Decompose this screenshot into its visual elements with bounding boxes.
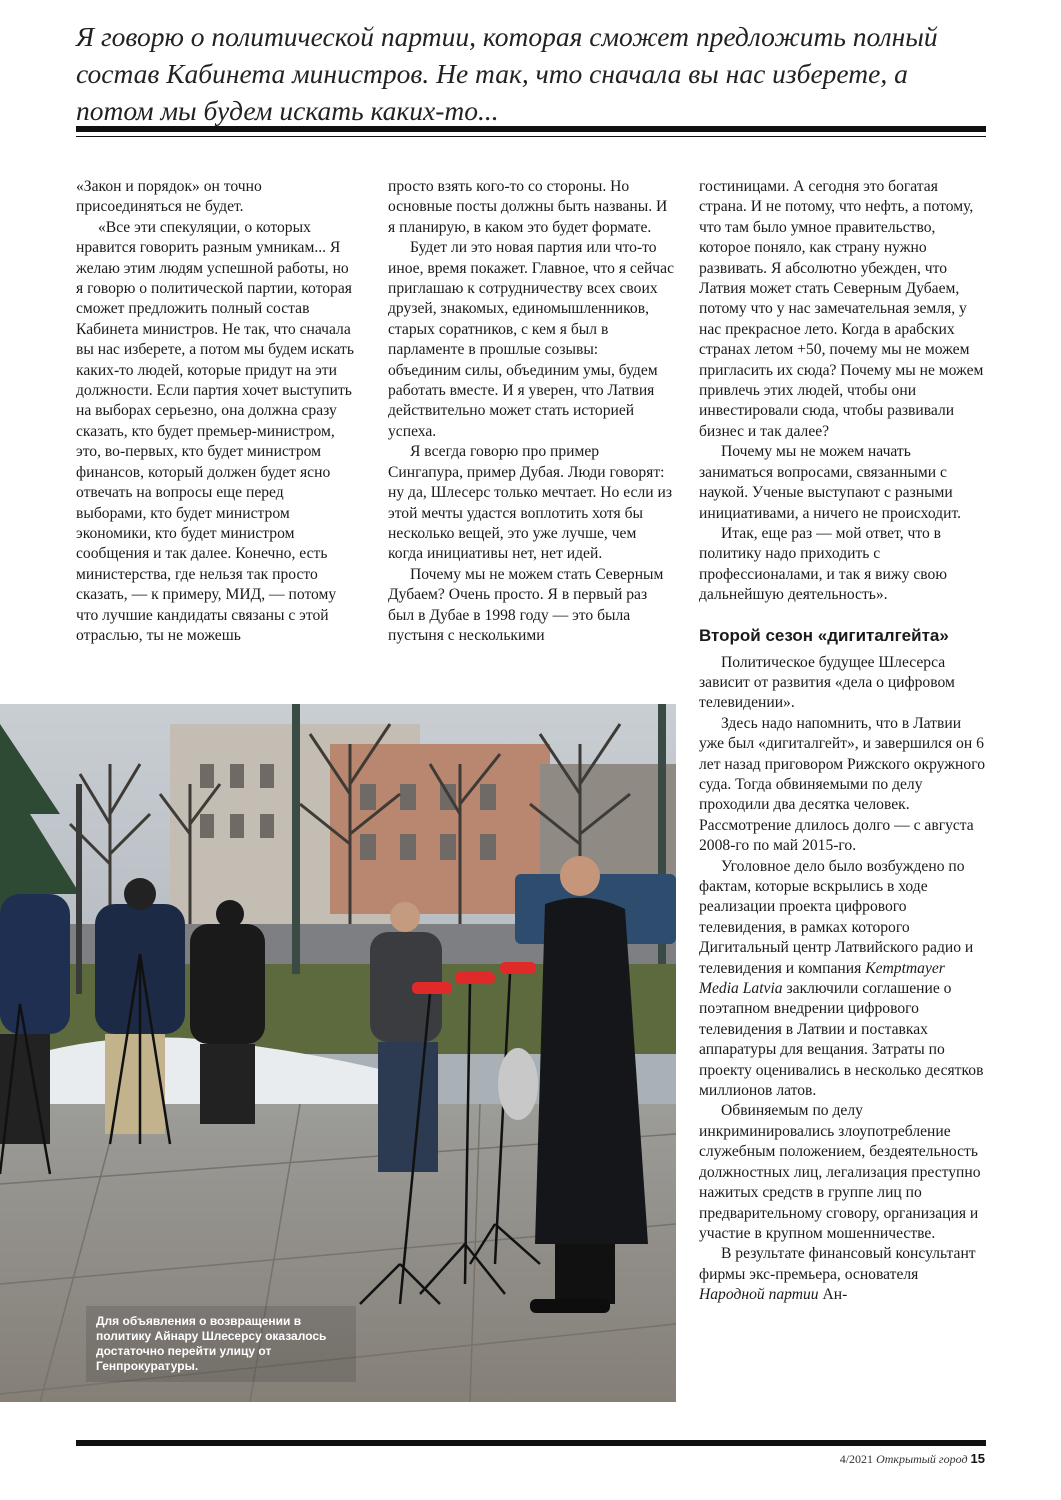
page-footer bbox=[840, 1451, 985, 1467]
text-run: В результате финансовый консультант фирмы экс-премьера, основателя bbox=[699, 1245, 976, 1283]
paragraph: Почему мы не можем начать заниматься вопросами, связанными с наукой. Ученые выступают с разными инициативами, а ничего не происходит. bbox=[699, 443, 962, 522]
article-column-2 bbox=[388, 177, 674, 646]
paragraph: Обвиняемым по делу инкриминировались злоупотребление служебным положением, бездеятельность должностных лиц, легализация преступно нажитых средств в группе лиц по предварительному сговору, организация и участие в крупном мошенничестве. bbox=[699, 1102, 981, 1242]
paragraph: Будет ли это новая партия или что-то иное, время покажет. Главное, что я сейчас приглашаю к сотрудничеству всех своих друзей, знакомых, единомышленников, старых соратников, с кем я был в парламенте в прошлые созывы: объединим силы, объединим умы, будем работать вместе. И я уверен, что Латвия действительно может стать историей успеха. bbox=[388, 239, 674, 440]
paragraph: Итак, еще раз — мой ответ, что в политику надо приходить с профессионалами, и так я вижу свою дальнейшую деятельность». bbox=[699, 524, 947, 604]
top-rule-thin bbox=[76, 136, 986, 137]
page-number: 15 bbox=[970, 1451, 985, 1466]
paragraph: Я всегда говорю про пример Сингапура, пример Дубая. Люди говорят: ну да, Шлесерс только мечтает. Но если из этой мечты удастся воплотить хотя бы несколько вещей, это уже лучше, чем когда инициативы нет, нет идей. bbox=[388, 443, 672, 563]
issue-number: 4/2021 bbox=[839, 1452, 874, 1466]
reporter bbox=[370, 902, 442, 1172]
lamp-post bbox=[76, 784, 82, 994]
photo-illustration bbox=[0, 704, 676, 1402]
paragraph bbox=[699, 1244, 985, 1305]
press-conference-photo bbox=[0, 704, 676, 1402]
magazine-title: Открытый город bbox=[876, 1452, 968, 1466]
top-rule bbox=[76, 126, 986, 132]
text-run: Ан- bbox=[818, 1286, 848, 1304]
paragraph: Почему мы не можем стать Северным Дубаем? Очень просто. Я в первый раз был в Дубае в 1998 году — это была пустыня с несколькими bbox=[388, 565, 664, 644]
photo-caption: Для объявления о возвращении в политику Айнару Шлесерсу оказалось достаточно перейти улицу от Генпрокуратуры. bbox=[96, 1314, 327, 1373]
text-run: Уголовное дело было возбуждено по фактам, которые вскрылись в ходе реализации проекта цифрового телевидения, в рамках которого Дигитальный центр Латвийского радио и телевидения и компания bbox=[699, 857, 974, 977]
article-column-1 bbox=[76, 177, 356, 646]
company-name: Kemptmayer Media Latvia bbox=[699, 959, 945, 998]
paragraph: Политическое будущее Шлесерса зависит от развития «дела о цифровом телевидении». bbox=[699, 653, 955, 712]
party-name: Народной партии bbox=[699, 1286, 819, 1304]
camera-operators bbox=[0, 878, 265, 1144]
paragraph bbox=[699, 857, 985, 1102]
section-subheading: Второй сезон «дигиталгейта» bbox=[699, 625, 949, 645]
bottom-rule bbox=[76, 1440, 986, 1446]
paragraph: Здесь надо напомнить, что в Латвии уже был «дигиталгейт», и завершился он 6 лет назад приговором Рижского окружного суда. Тогда обвиняемыми по делу проходили два десятка человек. Рассмотрение длилось долго — с августа 2008-го по май 2015-го. bbox=[699, 714, 985, 855]
paragraph: «Все эти спекуляции, о которых нравится говорить разным умникам... Я желаю этим людям успешной работы, но я говорю о политической партии, которая сможет предложить полный состав Кабинета министров. Не так, что сначала вы нас изберете, а потом мы будем искать каких-то людей, которые придут на эти должности. Если партия хочет выступить на выборах серьезно, она должна сразу сказать, кто будет премьер-министром, это, во-первых, кто будет министром финансов, который должен будет ясно отвечать на вопросы еще перед выборами, кто будет министром экономики, кто будет министром сообщения и так далее. Конечно, есть министерства, где нельзя так просто сказать, — к примеру, МИД, — потому что лучшие кандидаты связаны с этой отраслью, ты не можешь bbox=[76, 218, 354, 644]
pull-quote: Я говорю о политической партии, которая сможет предложить полный состав Кабинета министров. Не так, что сначала вы нас изберете, а потом мы будем искать каких-то... bbox=[76, 21, 938, 126]
article-column-3 bbox=[699, 177, 985, 1306]
text-run: заключили соглашение о поэтапном внедрении цифрового телевидения в Латвии и поставках аппаратуры для вещания. Затраты по проекту оценивались в несколько десятков миллионов латов. bbox=[699, 980, 984, 1100]
paragraph: гостиницами. А сегодня это богатая страна. И не потому, что нефть, а потому, что там было умное правительство, которое поняло, как страну нужно развивать. Я абсолютно убежден, что Латвия может стать Северным Дубаем, потому что у нас замечательная земля, у нас прекрасное лето. Когда в арабских странах летом +50, почему мы не можем пригласить их сюда? Почему мы не можем привлечь этих людей, чтобы они инвестировали сюда, чтобы развивали бизнес и так далее? bbox=[699, 178, 984, 440]
lamp-post bbox=[292, 704, 300, 974]
paragraph: «Закон и порядок» он точно присоединяться не будет. bbox=[76, 178, 262, 216]
paragraph: просто взять кого-то со стороны. Но основные посты должны быть названы. И я планирую, в каком это будет формате. bbox=[388, 178, 668, 236]
